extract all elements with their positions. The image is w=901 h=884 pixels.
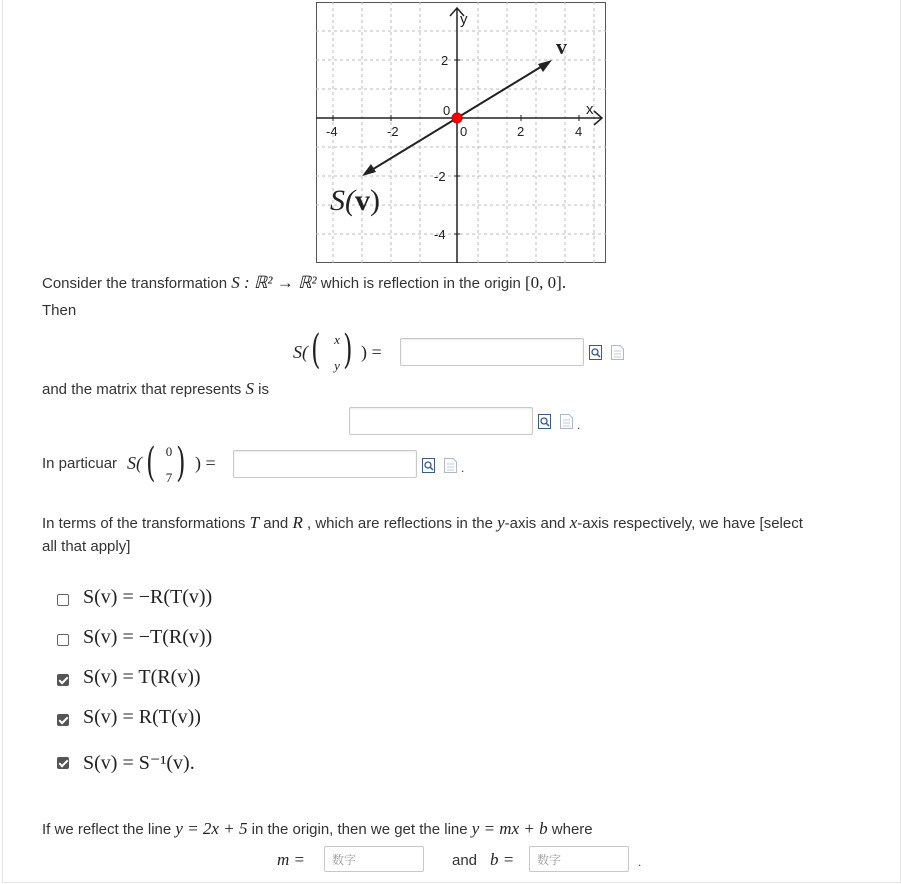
intro-sentence — [42, 273, 566, 293]
left-paren: ( — [146, 440, 156, 486]
option-label: S(v) = −R(T(v)) — [83, 586, 213, 608]
help-document-icon[interactable] — [560, 414, 573, 429]
x-tick-label: 0 — [460, 124, 468, 139]
m-input[interactable]: 数字 — [324, 846, 424, 872]
b-label: b = — [490, 850, 515, 869]
x-tick-label: 4 — [575, 124, 583, 139]
reflect-text: in the origin, then we get the line — [251, 821, 468, 838]
y-tick-label: -4 — [434, 227, 446, 242]
right-paren: ) — [343, 327, 353, 373]
var-R: R — [292, 513, 303, 532]
y-tick-label: 0 — [443, 103, 451, 118]
reflect-line-sentence — [42, 819, 593, 839]
vector-s-of-v-label: S(v) — [330, 184, 380, 217]
var-y: y — [497, 513, 505, 532]
particular-func: S( — [127, 453, 142, 473]
vector-bottom-entry: y — [334, 358, 340, 373]
matrix-text: and the matrix that represents — [42, 381, 242, 398]
line-equation-reflected: y = mx + b — [471, 819, 548, 838]
vector-v-label: v — [556, 34, 567, 59]
line-equation: y = 2x + 5 — [175, 819, 248, 838]
reflect-text: where — [551, 821, 593, 838]
particular-label: In particuar — [42, 455, 118, 472]
intro-text: Consider the transformation — [42, 275, 228, 292]
left-paren: ( — [311, 327, 321, 373]
y-tick-label: 2 — [441, 53, 449, 68]
help-document-icon[interactable] — [444, 458, 457, 473]
origin-point — [452, 113, 462, 123]
preview-icon[interactable] — [538, 414, 551, 429]
b-input[interactable]: 数字 — [529, 846, 629, 872]
y-axis-label: y — [460, 11, 468, 28]
option-checkbox[interactable] — [57, 594, 69, 606]
intro-origin: [0, 0]. — [525, 273, 567, 292]
equals-sign: ) = — [195, 453, 216, 473]
x-tick-label: 2 — [517, 124, 525, 139]
matrix-sentence — [42, 379, 269, 399]
x-axis-label: x — [586, 101, 594, 118]
period: . — [461, 461, 465, 475]
period: . — [638, 855, 642, 869]
var-T: T — [249, 513, 260, 532]
option-label: S(v) = R(T(v)) — [83, 706, 201, 728]
option-label: S(v) = S⁻¹(v). — [83, 752, 195, 774]
terms-sentence — [42, 513, 882, 533]
preview-icon[interactable] — [589, 345, 602, 360]
terms-text: -axis and — [504, 515, 570, 532]
right-paren: ) — [176, 440, 186, 486]
var-x: x — [569, 513, 578, 532]
period: . — [577, 418, 581, 432]
y-tick-label: -2 — [434, 169, 446, 184]
matrix-text-after: is — [258, 381, 269, 398]
x-tick-label: -2 — [387, 124, 399, 139]
option-checkbox[interactable] — [57, 757, 69, 769]
terms-text: In terms of the transformations — [42, 515, 250, 532]
help-document-icon[interactable] — [611, 345, 624, 360]
option-checkbox[interactable] — [57, 714, 69, 726]
vector-top-entry: x — [334, 332, 340, 347]
x-tick-label: -4 — [326, 124, 338, 139]
equals-sign: ) = — [361, 342, 382, 362]
particular-answer-input[interactable] — [233, 450, 417, 478]
option-label: S(v) = T(R(v)) — [83, 666, 201, 688]
preview-icon[interactable] — [422, 458, 435, 473]
option-label: S(v) = −T(R(v)) — [83, 626, 213, 648]
terms-text-line2: all that apply] — [42, 538, 131, 555]
terms-text: -axis respectively, we have [select — [577, 515, 803, 532]
terms-text: and — [259, 515, 293, 532]
reflection-graph — [316, 2, 606, 264]
option-checkbox[interactable] — [57, 674, 69, 686]
reflect-text: If we reflect the line — [42, 821, 172, 838]
intro-math-map: S : ℝ² → ℝ² — [231, 273, 317, 292]
vector-bottom-entry: 7 — [165, 470, 173, 485]
terms-text: , which are reflections in the — [302, 515, 498, 532]
option-checkbox[interactable] — [57, 634, 69, 646]
s-of-xy-func: S( — [293, 342, 308, 362]
matrix-answer-input[interactable] — [349, 407, 533, 435]
and-text: and — [452, 852, 478, 869]
matrix-var: S — [245, 379, 254, 398]
m-label: m = — [277, 850, 305, 869]
s-of-xy-answer-input[interactable] — [400, 338, 584, 366]
vector-top-entry: 0 — [165, 444, 173, 459]
intro-text-after: which is reflection in the origin — [320, 275, 521, 292]
then-text: Then — [42, 302, 77, 319]
